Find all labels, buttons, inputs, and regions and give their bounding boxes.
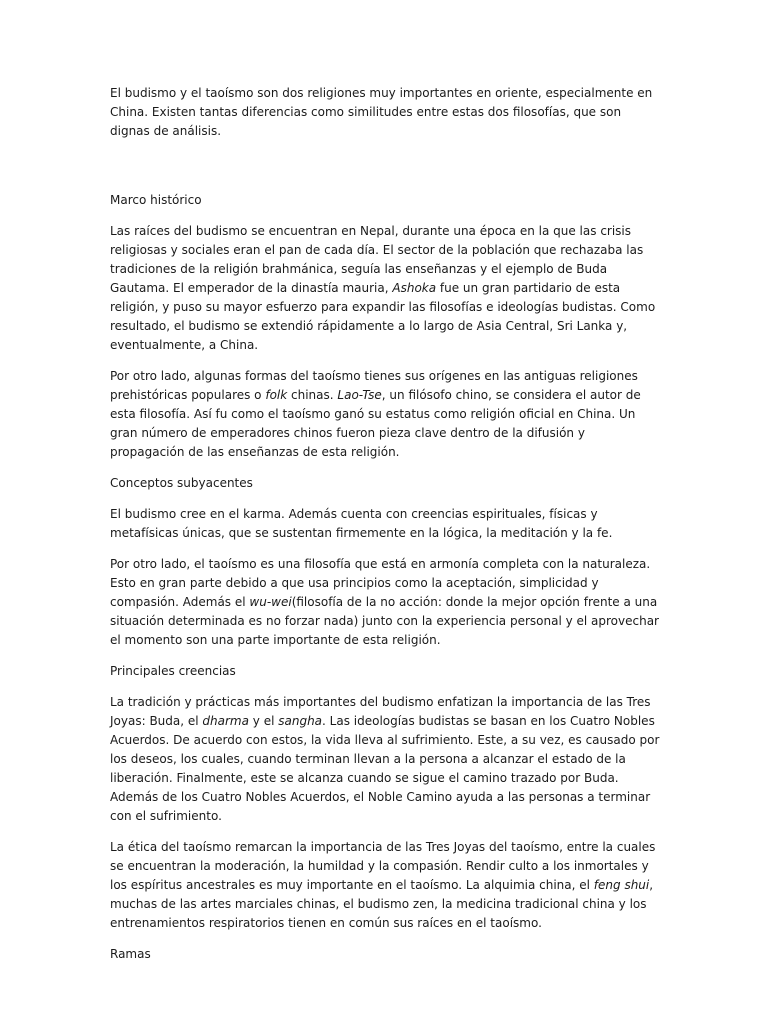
text-run: Por otro lado, el taoísmo es una filosofía que está en armonía completa con la naturaleza. Esto en gran parte debido a que usa principios como la aceptación, simplicidad y compasión. Además el bbox=[110, 557, 651, 609]
text-run: , un filósofo chino, se considera el autor de esta filosofía. Así fu como el taoísmo ganó su estatus como religión oficial en China. Un gran número de emperadores chinos fueron pieza clave dentro de la difusión y propagación de las enseñanzas de esta religión. bbox=[110, 388, 641, 459]
section-heading: Marco histórico bbox=[110, 193, 202, 207]
intro-paragraph: El budismo y el taoísmo son dos religiones muy importantes en oriente, especialmente en China. Existen tantas diferencias como similitudes entre estas dos filosofías, que son dignas de análisis. bbox=[110, 86, 653, 138]
section-paragraph bbox=[110, 693, 660, 826]
italic-term: sangha bbox=[278, 714, 323, 728]
italic-term: folk bbox=[265, 388, 288, 402]
italic-term: Ashoka bbox=[392, 281, 437, 295]
text-run: fue un gran partidario de esta religión, y puso su mayor esfuerzo para expandir las filosofías e ideologías budistas. Como resultado, el budismo se extendió rápidamente a lo largo de Asia Central, Sri Lanka y, eventualmente, a China. bbox=[110, 281, 656, 352]
italic-term: wu-wei bbox=[249, 595, 292, 609]
section-paragraph bbox=[110, 838, 660, 933]
section-paragraph bbox=[110, 505, 660, 543]
text-run: , muchas de las artes marciales chinas, el budismo zen, la medicina tradicional china y los entrenamientos respiratorios tienen en común sus raíces en el taoísmo. bbox=[110, 878, 654, 930]
text-run: chinas. bbox=[287, 388, 338, 402]
section-heading: Principales creencias bbox=[110, 664, 236, 678]
section-paragraph bbox=[110, 222, 660, 355]
document-page bbox=[110, 84, 660, 976]
italic-term: dharma bbox=[202, 714, 249, 728]
section-heading: Conceptos subyacentes bbox=[110, 476, 253, 490]
section-heading: Ramas bbox=[110, 947, 151, 961]
section-paragraph bbox=[110, 555, 660, 650]
section-paragraph bbox=[110, 367, 660, 462]
italic-term: Lao-Tse bbox=[337, 388, 382, 402]
text-run: Las raíces del budismo se encuentran en Nepal, durante una época en la que las crisis religiosas y sociales eran el pan de cada día. El sector de la población que rechazaba las tradiciones de la religión brahmánica, seguía las enseñanzas y el ejemplo de Buda Gautama. El emperador de la dinastía mauria, bbox=[110, 224, 644, 295]
text-run: La tradición y prácticas más importantes del budismo enfatizan la importancia de las Tres Joyas: Buda, el bbox=[110, 695, 651, 728]
text-run: (filosofía de la no acción: donde la mejor opción frente a una situación determinada es no forzar nada) junto con la experiencia personal y el aprovechar el momento son una parte importante de esta religión. bbox=[110, 595, 659, 647]
spacer bbox=[110, 153, 660, 191]
document-sections bbox=[110, 191, 660, 964]
text-run: y el bbox=[248, 714, 279, 728]
text-run: . Las ideologías budistas se basan en los Cuatro Nobles Acuerdos. De acuerdo con estos, la vida lleva al sufrimiento. Este, a su vez, es causado por los deseos, los cuales, cuando terminan llevan a la persona a alcanzar el estado de la liberación. Finalmente, este se alcanza cuando se sigue el camino trazado por Buda. Además de los Cuatro Nobles Acuerdos, el Noble Camino ayuda a las personas a terminar con el sufrimiento. bbox=[110, 714, 660, 823]
text-run: El budismo cree en el karma. Además cuenta con creencias espirituales, físicas y metafísicas únicas, que se sustentan firmemente en la lógica, la meditación y la fe. bbox=[110, 507, 613, 540]
text-run: Por otro lado, algunas formas del taoísmo tienes sus orígenes en las antiguas religiones prehistóricas populares o bbox=[110, 369, 638, 402]
text-run: La ética del taoísmo remarcan la importancia de las Tres Joyas del taoísmo, entre la cuales se encuentran la moderación, la humildad y la compasión. Rendir culto a los inmortales y los espíritus ancestrales es muy importante en el taoísmo. La alquimia china, el bbox=[110, 840, 656, 892]
italic-term: feng shui bbox=[593, 878, 650, 892]
